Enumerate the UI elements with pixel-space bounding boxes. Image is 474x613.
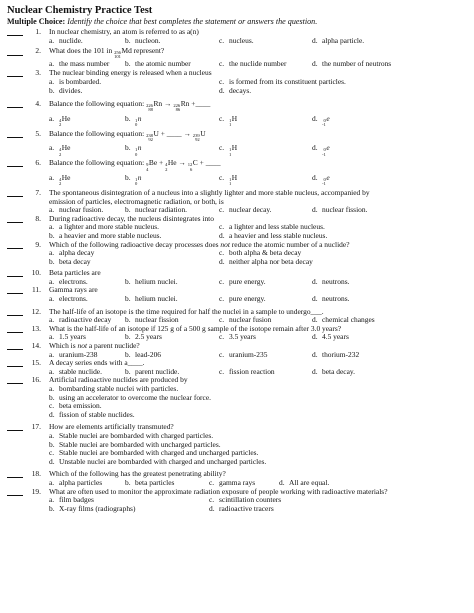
answer-blank-7[interactable] (7, 196, 23, 197)
answer-blank-19[interactable] (7, 495, 23, 496)
answer-blank-4[interactable] (7, 107, 23, 108)
option-a[interactable]: a. bombarding stable nuclei with particles. (49, 384, 179, 393)
question-11 (7, 286, 469, 303)
option-b[interactable]: b. beta decay (49, 256, 91, 266)
question-stem: Gamma rays are (49, 285, 98, 295)
question-14 (7, 342, 469, 359)
answer-blank-18[interactable] (7, 477, 23, 478)
option-c[interactable]: c. nucleus. (219, 35, 254, 45)
question-6 (7, 159, 469, 185)
option-a[interactable]: a. 1.5 years (49, 332, 86, 342)
option-c[interactable]: c. nuclear fusion (219, 315, 272, 325)
answer-blank-9[interactable] (7, 248, 23, 249)
option-a[interactable]: a. a lighter and more stable nucleus. (49, 222, 159, 232)
question-9 (7, 241, 469, 267)
option-d[interactable]: d. All are equal. (279, 477, 330, 487)
question-number: 9. (35, 239, 41, 249)
question-number: 4. (35, 99, 41, 109)
option-a[interactable]: a. uranium-238 (49, 349, 98, 359)
question-number: 6. (35, 158, 41, 168)
question-stem: Beta particles are (49, 268, 101, 278)
option-b[interactable]: b. the atomic number (125, 58, 191, 68)
question-7 (7, 189, 469, 215)
question-number: 12. (31, 306, 41, 316)
answer-blank-5[interactable] (7, 137, 23, 138)
question-number: 19. (31, 486, 41, 496)
options-row (49, 87, 469, 96)
option-a[interactable]: a. Stable nuclei are bombarded with charged particles. (49, 430, 214, 440)
option-c[interactable]: c. pure energy. (219, 276, 266, 286)
question-number: 14. (31, 341, 41, 351)
option-b[interactable]: b. nuclear radiation. (125, 205, 188, 215)
answer-blank-3[interactable] (7, 76, 23, 77)
option-c[interactable]: c. beta emission. (49, 401, 102, 411)
question-stem: How are elements artificially transmuted? (49, 422, 174, 432)
question-stem: Artificial radioactive nuclides are produced by (49, 375, 188, 385)
nuclide-md: 256 101 Md (114, 46, 132, 60)
option-d[interactable]: d. 0 -1 e (312, 172, 330, 187)
option-d[interactable]: d. neutrons. (312, 294, 350, 304)
options-row (49, 60, 469, 69)
question-number: 16. (31, 375, 41, 385)
option-b[interactable]: b. helium nuclei. (125, 276, 178, 286)
option-b[interactable]: b. 1 0 n (125, 113, 142, 128)
option-b[interactable]: b. nucleon. (125, 35, 161, 45)
option-b[interactable]: b. nuclear fission (125, 315, 179, 325)
options-row (49, 278, 469, 287)
option-a[interactable]: a. film badges (49, 495, 94, 505)
instructions: Multiple Choice: Identify the choice that best completes the statement or answers the question. (7, 17, 318, 26)
question-10 (7, 269, 469, 286)
question-18 (7, 470, 469, 487)
question-16 (7, 376, 469, 419)
question-stem: In nuclear chemistry, an atom is referred to as a(n) (49, 27, 199, 36)
option-c[interactable]: c. gamma rays (209, 477, 256, 487)
option-d[interactable]: d. thorium-232 (312, 349, 360, 359)
options-row (49, 144, 469, 155)
question-12 (7, 308, 469, 325)
question-stem: A decay series ends with a____. (49, 358, 145, 368)
option-a[interactable]: a. nuclide. (49, 35, 83, 45)
question-stem: Balance the following equation: 9 4 Be + 4 2 He → 12 6 C + ____ (49, 158, 221, 172)
answer-blank-17[interactable] (7, 430, 23, 431)
option-c[interactable]: c. pure energy. (219, 294, 266, 304)
page-title: Nuclear Chemistry Practice Test (7, 5, 153, 16)
question-number: 13. (31, 323, 41, 333)
option-a[interactable]: a. 4 2 He (49, 172, 71, 187)
option-d[interactable]: d. fission of stable nuclides. (49, 409, 135, 419)
option-b[interactable]: b. 2.5 years (125, 332, 162, 342)
question-15 (7, 359, 469, 376)
option-a[interactable]: a. electrons. (49, 294, 88, 304)
instructions-label: Multiple Choice (7, 17, 63, 26)
answer-blank-1[interactable] (7, 35, 23, 36)
question-number: 2. (35, 46, 41, 56)
option-a[interactable]: a. is bombarded. (49, 76, 102, 86)
answer-blank-8[interactable] (7, 222, 23, 223)
option-c[interactable]: c. 1 1 H (219, 172, 238, 187)
option-b[interactable]: b. divides. (49, 85, 83, 95)
equation-blank[interactable]: ____ (166, 128, 182, 138)
question-number: 15. (31, 358, 41, 368)
question-1 (7, 28, 469, 45)
answer-blank-6[interactable] (7, 166, 23, 167)
question-stem: Balance the following equation: 226 88 Rn → 226 86 Rn +____ (49, 99, 211, 113)
answer-blank-16[interactable] (7, 383, 23, 384)
option-d[interactable]: d. chemical changes (312, 315, 375, 325)
options-row (49, 505, 469, 514)
question-stem: During radioactive decay, the nucleus disintegrates into (49, 213, 214, 223)
question-17 (7, 423, 469, 466)
question-number: 7. (35, 187, 41, 197)
question-stem: The nuclear binding energy is released when a nucleus (49, 68, 212, 78)
options-row (49, 37, 469, 46)
option-d[interactable]: d. decays. (219, 85, 252, 95)
options-row (49, 78, 469, 87)
question-13 (7, 325, 469, 342)
option-a[interactable]: a. the mass number (49, 58, 110, 68)
option-c[interactable]: c. scintillation counters (209, 495, 282, 505)
test-page (7, 5, 469, 513)
answer-blank-13[interactable] (7, 332, 23, 333)
question-number: 3. (35, 68, 41, 78)
option-b[interactable]: b. Stable nuclei are bombarded with uncharged particles. (49, 439, 221, 449)
option-d[interactable]: d. neutrons. (312, 276, 350, 286)
option-b[interactable]: b. a heavier and more stable nucleus. (49, 230, 162, 240)
equation-blank[interactable]: ____ (205, 158, 221, 168)
option-d[interactable]: d. alpha particle. (312, 35, 365, 45)
option-c[interactable]: c. 1 1 H (219, 143, 238, 157)
option-d[interactable]: d. 4.5 years (312, 332, 349, 342)
options-row (49, 174, 469, 185)
question-2 (7, 46, 469, 68)
question-5 (7, 130, 469, 156)
option-c[interactable]: c. uranium-235 (219, 349, 268, 359)
option-d[interactable]: d. neither alpha nor beta decay (219, 256, 313, 266)
question-3 (7, 69, 469, 95)
option-c[interactable]: c. 1 1 H (219, 113, 238, 128)
option-a[interactable]: a. alpha decay (49, 248, 95, 258)
answer-blank-10[interactable] (7, 276, 23, 277)
question-19 (7, 488, 469, 514)
question-number: 17. (31, 422, 41, 432)
option-a[interactable]: a. nuclear fusion. (49, 205, 104, 215)
option-d[interactable]: d. 0 -1 e (312, 143, 330, 157)
option-c[interactable]: c. fission reaction (219, 366, 275, 376)
question-stem: What are often used to monitor the approximate radiation exposure of people working with radioactive materials? (49, 486, 388, 496)
option-d[interactable]: d. 0 -1 e (312, 113, 330, 128)
question-stem: Which is not a parent nuclide? (49, 341, 140, 351)
question-number: 5. (35, 128, 41, 138)
option-a[interactable]: a. radioactive decay (49, 315, 112, 325)
answer-blank-2[interactable] (7, 55, 23, 56)
answer-blank-15[interactable] (7, 366, 23, 367)
option-b[interactable]: b. helium nuclei. (125, 294, 178, 304)
option-a[interactable]: a. stable nuclide. (49, 366, 102, 376)
option-d[interactable]: d. a heavier and less stable nucleus. (219, 230, 328, 240)
question-stem: The spontaneous disintegration of a nucleus into a slightly lighter and more stable nucleus, accompanied by emission of particles, electromagnetic radiation, or both, is (49, 187, 370, 206)
options-row (49, 115, 469, 126)
option-b[interactable]: b. 1 0 n (125, 143, 142, 157)
option-b[interactable]: b. 1 0 n (125, 172, 142, 187)
question-stem: What does the 101 in 256 101 Md represent? (49, 46, 165, 60)
option-b[interactable]: b. lead-206 (125, 349, 162, 359)
option-a[interactable]: a. 4 2 He (49, 113, 71, 128)
option-c[interactable]: c. the nuclide number (219, 58, 287, 68)
question-8 (7, 215, 469, 241)
option-c[interactable]: c. Stable nuclei are bombarded with charged and uncharged particles. (49, 448, 259, 458)
option-c[interactable]: c. both alpha & beta decay (219, 248, 302, 258)
question-number: 18. (31, 469, 41, 479)
option-b[interactable]: b. parent nuclide. (125, 366, 180, 376)
option-c[interactable]: c. is formed from its constituent particles. (219, 76, 346, 86)
question-number: 10. (31, 268, 41, 278)
option-d[interactable]: d. the number of neutrons (312, 58, 392, 68)
options-row (49, 258, 469, 267)
option-c[interactable]: c. nuclear decay. (219, 205, 272, 215)
option-d[interactable]: d. radioactive tracers (209, 503, 274, 513)
option-b[interactable]: b. X-ray films (radiographs) (49, 503, 136, 513)
answer-blank-14[interactable] (7, 349, 23, 350)
answer-blank-11[interactable] (7, 293, 23, 294)
question-stem: Balance the following equation: 238 92 U + ____ → 239 92 U (49, 128, 206, 143)
option-c[interactable]: c. a lighter and less stable nucleus. (219, 222, 325, 232)
option-d[interactable]: d. beta decay. (312, 366, 355, 376)
question-stem: The half-life of an isotope is the time required for half the nuclei in a sample to undergo___. (49, 306, 324, 316)
options-row (49, 295, 469, 304)
question-number: 8. (35, 213, 41, 223)
question-number: 11. (31, 285, 41, 295)
option-c[interactable]: c. 3.5 years (219, 332, 256, 342)
option-b[interactable]: b. using an accelerator to overcome the nuclear force. (49, 392, 211, 402)
question-stem: What is the half-life of an isotope if 125 g of a 500 g sample of the isotope remain after 3.0 years? (49, 323, 342, 333)
option-d[interactable]: d. Unstable nuclei are bombarded with charged and uncharged particles. (49, 456, 267, 466)
question-4 (7, 100, 469, 126)
equation-blank[interactable]: ____ (195, 99, 211, 109)
question-stem: Which of the following radioactive decay processes does not reduce the atomic number of a nuclide? (49, 239, 350, 249)
option-d[interactable]: d. nuclear fission. (312, 205, 368, 215)
instructions-text: Identify the choice that best completes the statement or answers the question. (67, 17, 318, 26)
question-stem: Which of the following has the greatest penetrating ability? (49, 469, 226, 479)
option-b[interactable]: b. beta particles (125, 477, 175, 487)
option-a[interactable]: a. electrons. (49, 276, 88, 286)
question-number: 1. (35, 27, 41, 36)
option-a[interactable]: a. alpha particles (49, 477, 103, 487)
option-a[interactable]: a. 4 2 He (49, 143, 71, 157)
answer-blank-12[interactable] (7, 315, 23, 316)
